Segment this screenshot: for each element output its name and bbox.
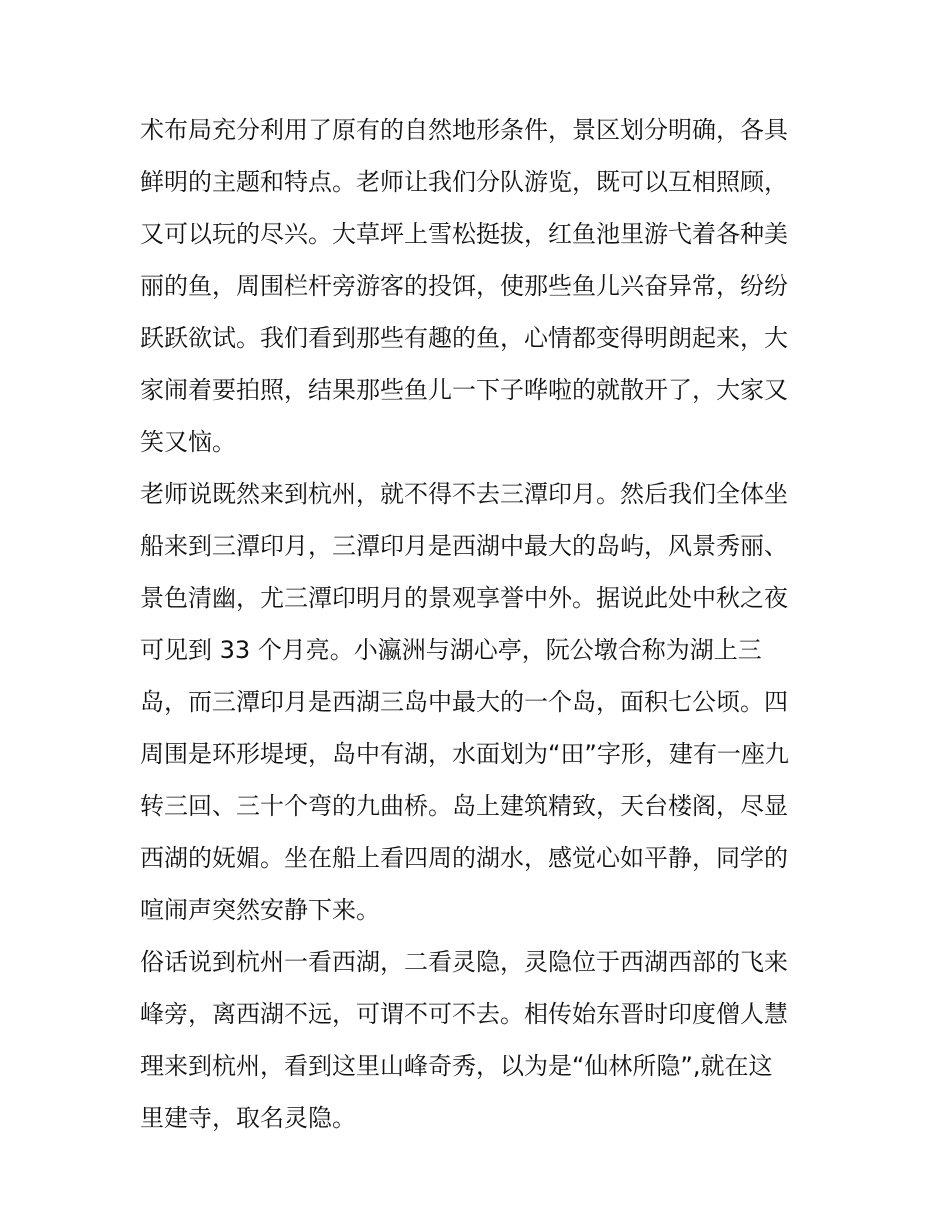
text-line: 笑又恼。 [140,428,236,456]
text-line: 跃跃欲试。我们看到那些有趣的鱼，心情都变得明朗起来，大 [140,324,788,352]
text-line: 又可以玩的尽兴。大草坪上雪松挺拔，红鱼池里游弋着各种美 [140,220,788,248]
text-line: 喧闹声突然安静下来。 [140,896,380,924]
text-line: 峰旁，离西湖不远，可谓不可不去。相传始东晋时印度僧人慧 [140,1000,788,1028]
text-line: 西湖的妩媚。坐在船上看四周的湖水，感觉心如平静，同学的 [140,844,788,872]
text-line: 里建寺，取名灵隐。 [140,1104,356,1132]
text-line: 转三回、三十个弯的九曲桥。岛上建筑精致，天台楼阁，尽显 [140,792,788,820]
text-line: 鲜明的主题和特点。老师让我们分队游览，既可以互相照顾， [140,168,788,196]
text-line: 家闹着要拍照，结果那些鱼儿一下子哗啦的就散开了，大家又 [140,376,788,404]
text-line: 丽的鱼，周围栏杆旁游客的投饵，使那些鱼儿兴奋异常，纷纷 [140,272,788,300]
text-line: 船来到三潭印月，三潭印月是西湖中最大的岛屿，风景秀丽、 [140,532,788,560]
text-line: 景色清幽，尤三潭印明月的景观享誉中外。据说此处中秋之夜 [140,584,788,612]
text-line: 岛，而三潭印月是西湖三岛中最大的一个岛，面积七公顷。四 [140,688,788,716]
text-line: 周围是环形堤埂，岛中有湖，水面划为“田”字形，建有一座九 [140,740,789,768]
text-line: 理来到杭州，看到这里山峰奇秀，以为是“仙林所隐”,就在这 [140,1052,773,1080]
text-line: 术布局充分利用了原有的自然地形条件，景区划分明确，各具 [140,116,788,144]
text-line: 可见到 33 个月亮。小瀛洲与湖心亭，阮公墩合称为湖上三 [140,636,762,664]
text-line: 老师说既然来到杭州，就不得不去三潭印月。然后我们全体坐 [140,480,788,508]
text-line: 俗话说到杭州一看西湖，二看灵隐，灵隐位于西湖西部的飞来 [140,948,788,976]
